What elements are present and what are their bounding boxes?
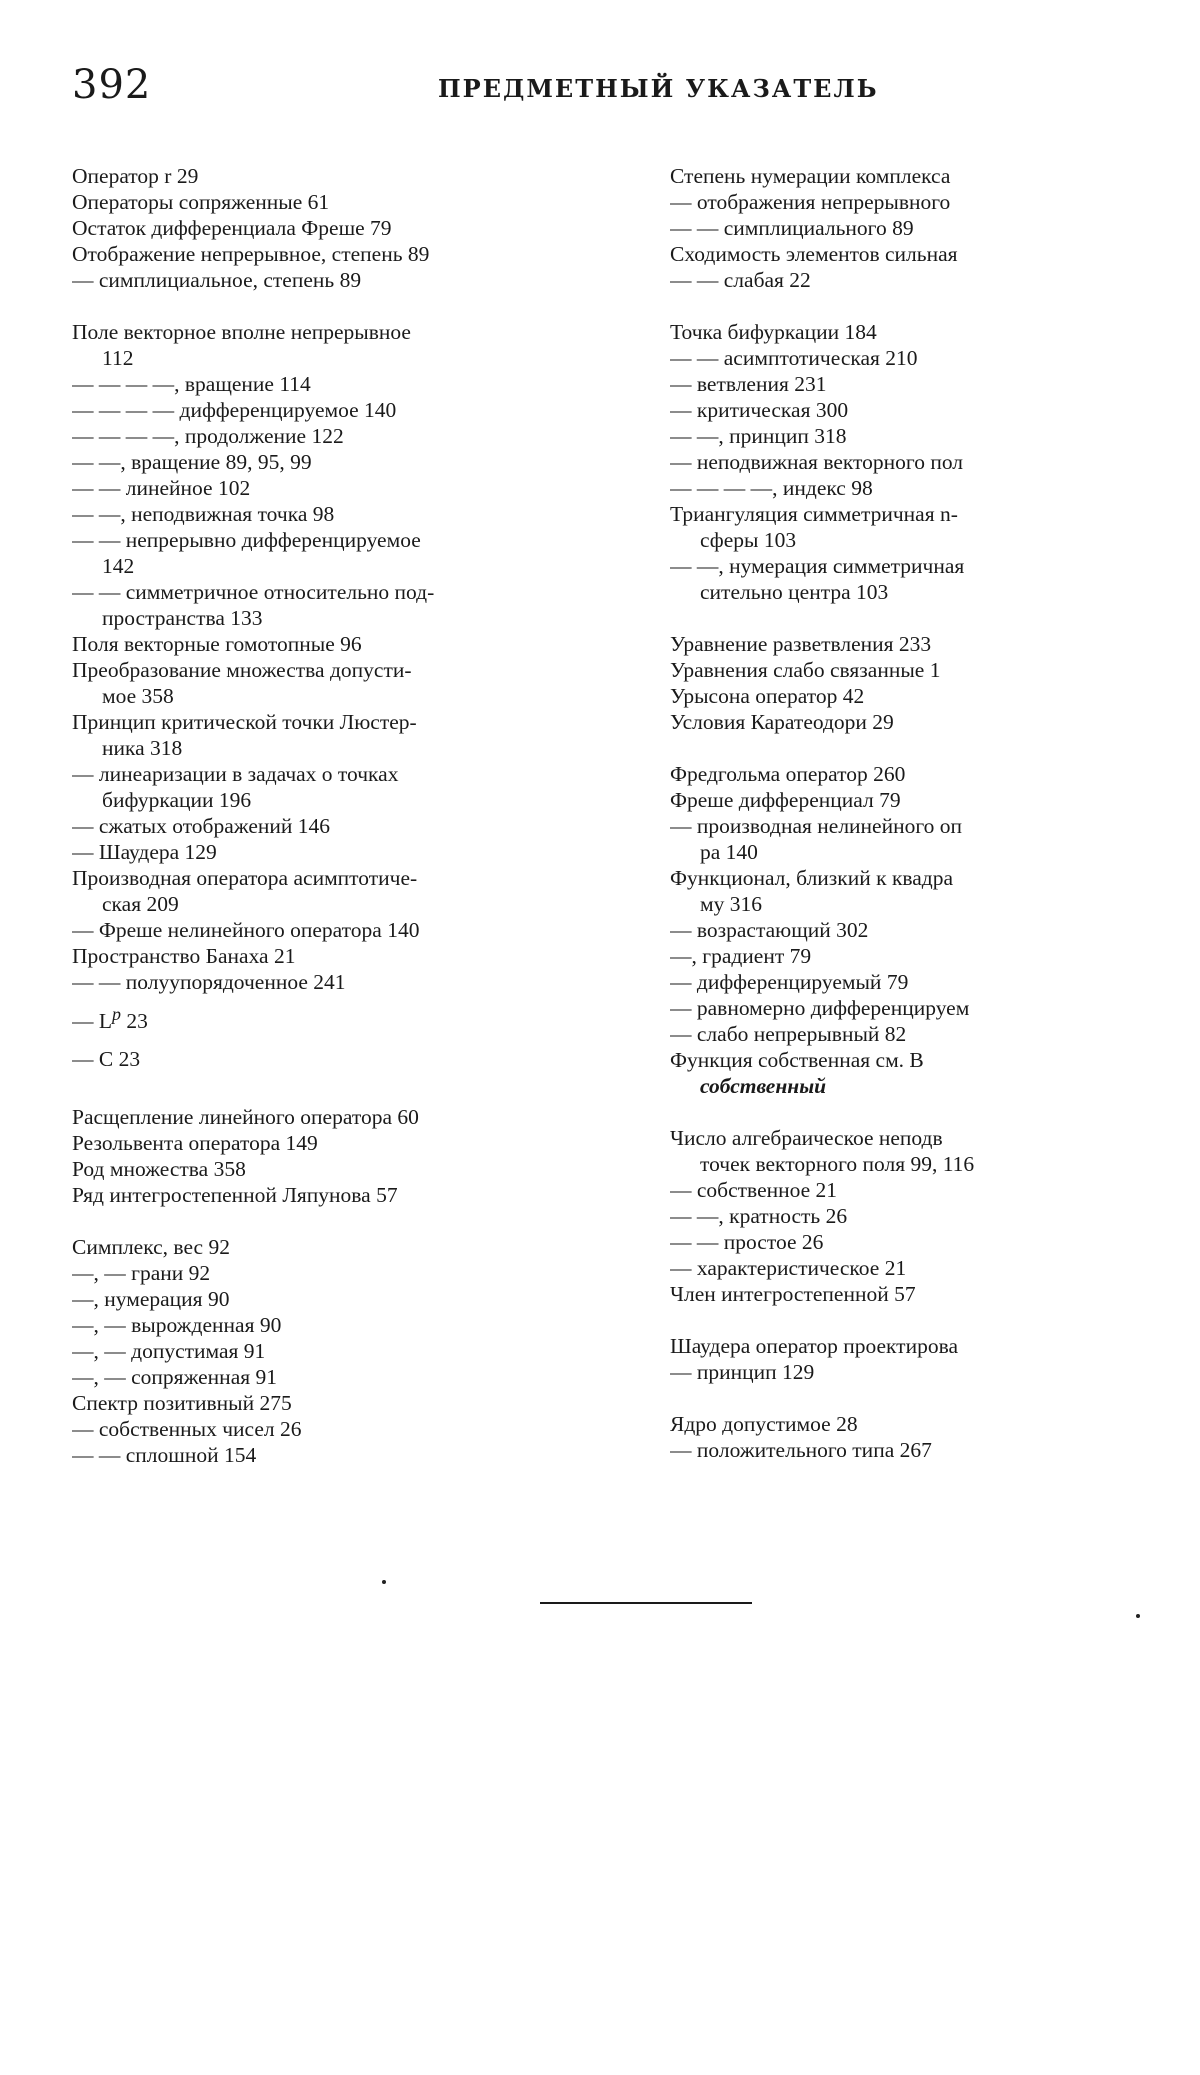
index-entry [72, 1416, 632, 1442]
index-entry-text: Производная оператора асимптотиче- [72, 866, 418, 890]
index-entry [72, 449, 632, 475]
index-entry [670, 995, 1190, 1021]
index-entry-text: точек векторного поля 99, 116 [700, 1152, 975, 1176]
index-entry-text: сферы 103 [700, 528, 797, 552]
index-entry-continuation [72, 891, 632, 917]
index-entry [72, 501, 632, 527]
index-entry [72, 319, 632, 345]
index-entry-text: 142 [102, 554, 135, 578]
index-entry [72, 1364, 632, 1390]
index-entry-text: Фредгольма оператор 260 [670, 762, 906, 786]
index-entry-continuation [670, 1151, 1190, 1177]
index-entry [670, 657, 1190, 683]
index-entry [72, 943, 632, 969]
page-number: 392 [72, 62, 152, 108]
index-entry-text: — — полуупорядоченное 241 [72, 970, 346, 994]
index-entry [72, 761, 632, 787]
index-entry-text: — ветвления 231 [670, 372, 827, 396]
index-entry-text: Член интегростепенной 57 [670, 1282, 916, 1306]
index-entry-continuation [72, 787, 632, 813]
index-entry [670, 501, 1190, 527]
index-group [670, 163, 1190, 293]
index-entry-text: Оператор r 29 [72, 164, 199, 188]
index-entry-text: —, нумерация 90 [72, 1287, 230, 1312]
index-entry [670, 1021, 1190, 1047]
index-entry [670, 917, 1190, 943]
index-entry-text: Поле векторное вполне непрерывное [72, 320, 411, 344]
index-entry-text: ра 140 [700, 840, 758, 864]
index-entry-text: му 316 [700, 892, 762, 916]
index-entry-text: — — — —, индекс 98 [670, 476, 873, 500]
index-entry-text: — —, нумерация симметричная [670, 554, 965, 578]
index-entry-text: — — асимптотическая 210 [670, 346, 918, 370]
index-entry [670, 1411, 1190, 1437]
index-entry [72, 839, 632, 865]
index-entry-text: Остаток дифференциала Фреше 79 [72, 216, 392, 240]
index-entry [670, 813, 1190, 839]
index-entry-text: мое 358 [102, 684, 174, 708]
index-entry [670, 371, 1190, 397]
index-entry [670, 1047, 1190, 1073]
index-entry [670, 761, 1190, 787]
index-entry-text: — — — —, продолжение 122 [72, 424, 344, 448]
index-entry [72, 995, 632, 1040]
index-entry [670, 1333, 1190, 1359]
index-entry-text: — —, неподвижная точка 98 [72, 502, 335, 526]
index-entry-text: Расщепление линейного оператора 60 [72, 1105, 419, 1130]
index-entry-text: — L [72, 1009, 113, 1034]
index-entry-text: Фреше дифференциал 79 [670, 788, 901, 812]
index-entry-text: —, — грани 92 [72, 1261, 211, 1286]
index-column-left [72, 163, 632, 1494]
index-entry [72, 371, 632, 397]
index-entry [72, 1040, 632, 1078]
index-entry-text: Ядро допустимое 28 [670, 1412, 858, 1436]
index-entry [72, 527, 632, 553]
index-entry-text: — характеристическое 21 [670, 1256, 907, 1280]
index-column-right [670, 163, 1190, 1489]
index-entry [72, 423, 632, 449]
index-entry [72, 631, 632, 657]
index-entry [670, 1437, 1190, 1463]
index-entry-text: — C 23 [72, 1047, 141, 1072]
index-entry [72, 1182, 632, 1208]
index-entry-text: —, — вырожденная 90 [72, 1313, 282, 1338]
index-entry-continuation [72, 345, 632, 371]
index-entry-text: — отображения непрерывного [670, 190, 951, 214]
index-entry-text: — критическая 300 [670, 398, 849, 422]
index-entry-continuation [72, 683, 632, 709]
index-entry [670, 1255, 1190, 1281]
index-entry-text: Число алгебраическое неподв [670, 1126, 943, 1150]
index-entry [670, 1229, 1190, 1255]
index-entry-text: Сходимость элементов сильная [670, 242, 958, 266]
index-entry-text: — Фреше нелинейного оператора 140 [72, 918, 420, 942]
index-group [72, 163, 632, 293]
index-group [72, 319, 632, 1078]
index-entry-continuation [670, 527, 1190, 553]
index-entry-text: Ряд интегростепенной Ляпунова 57 [72, 1183, 398, 1208]
index-entry [72, 1286, 632, 1312]
index-entry-text: — — простое 26 [670, 1230, 824, 1254]
index-entry [670, 475, 1190, 501]
index-entry-text: — — симплициального 89 [670, 216, 914, 240]
index-entry [72, 1156, 632, 1182]
index-entry-text: 112 [102, 346, 134, 370]
index-entry-text: — неподвижная векторного пол [670, 450, 964, 474]
index-entry-superscript: p [112, 1004, 121, 1024]
index-entry [670, 709, 1190, 735]
index-entry-continuation [670, 891, 1190, 917]
index-entry-text: Уравнения слабо связанные 1 [670, 658, 941, 682]
index-entry-text: Преобразование множества допусти- [72, 658, 412, 682]
index-group [670, 1411, 1190, 1463]
index-entry-text: — —, кратность 26 [670, 1204, 848, 1228]
index-entry-text: ника 318 [102, 736, 183, 760]
index-entry-text: —, — допустимая 91 [72, 1339, 266, 1364]
index-entry-page: 23 [120, 1009, 148, 1034]
index-entry-text: — — непрерывно дифференцируемое [72, 528, 421, 552]
index-entry [72, 163, 632, 189]
index-entry [72, 241, 632, 267]
index-entry-text: Шаудера оператор проектирова [670, 1334, 958, 1358]
index-entry [670, 319, 1190, 345]
index-entry-text: Род множества 358 [72, 1157, 246, 1182]
index-entry [72, 475, 632, 501]
index-entry-text: — —, принцип 318 [670, 424, 847, 448]
index-entry [72, 397, 632, 423]
index-entry [72, 1130, 632, 1156]
index-entry-text: — — линейное 102 [72, 476, 251, 500]
index-entry [670, 683, 1190, 709]
index-entry [72, 189, 632, 215]
index-entry-text: — — слабая 22 [670, 268, 811, 292]
index-entry [72, 1104, 632, 1130]
index-entry-continuation [670, 579, 1190, 605]
index-entry-text: Условия Каратеодори 29 [670, 710, 894, 734]
index-group [72, 1234, 632, 1468]
index-entry-text: ская 209 [102, 892, 179, 916]
index-entry [670, 631, 1190, 657]
index-entry [670, 787, 1190, 813]
index-entry-text: Пространство Банаха 21 [72, 944, 296, 968]
index-entry-text: — слабо непрерывный 82 [670, 1022, 907, 1046]
index-entry-text: —, — сопряженная 91 [72, 1365, 277, 1390]
index-entry-text: — равномерно дифференцируем [670, 996, 970, 1020]
index-entry [670, 865, 1190, 891]
index-entry-text: — положительного типа 267 [670, 1438, 932, 1462]
index-entry-text: Спектр позитивный 275 [72, 1391, 292, 1416]
index-entry [72, 813, 632, 839]
index-entry [72, 267, 632, 293]
index-entry-text: Уравнение разветвления 233 [670, 632, 932, 656]
index-entry [72, 1390, 632, 1416]
index-entry-text: Поля векторные гомотопные 96 [72, 632, 362, 656]
index-entry-text: Операторы сопряженные 61 [72, 190, 330, 214]
index-entry-text: Функция собственная см. В [670, 1048, 924, 1072]
index-entry-text: — собственных чисел 26 [72, 1417, 302, 1442]
index-entry [670, 1125, 1190, 1151]
index-entry-text: — принцип 129 [670, 1360, 815, 1384]
index-entry [72, 709, 632, 735]
index-entry [670, 1177, 1190, 1203]
index-entry-text: Отображение непрерывное, степень 89 [72, 242, 430, 266]
index-entry-text: собственный [700, 1074, 827, 1098]
index-entry [72, 1260, 632, 1286]
index-entry-text: — возрастающий 302 [670, 918, 869, 942]
index-entry-text: Симплекс, вес 92 [72, 1235, 230, 1260]
index-entry [72, 1338, 632, 1364]
print-speck [1136, 1614, 1140, 1618]
index-entry [670, 345, 1190, 371]
index-entry [72, 917, 632, 943]
index-group [670, 1333, 1190, 1385]
index-entry-continuation [72, 605, 632, 631]
index-entry [670, 189, 1190, 215]
index-entry [670, 163, 1190, 189]
index-entry-text: пространства 133 [102, 606, 263, 630]
index-entry [670, 1359, 1190, 1385]
index-entry-text: — линеаризации в задачах о точках [72, 762, 399, 786]
index-entry-continuation [670, 1073, 1190, 1099]
index-entry-text: — собственное 21 [670, 1178, 838, 1202]
index-entry-continuation [72, 735, 632, 761]
index-entry-continuation [670, 839, 1190, 865]
index-entry-text: — симплициальное, степень 89 [72, 268, 362, 292]
index-entry [72, 969, 632, 995]
index-entry [670, 215, 1190, 241]
index-entry [72, 1234, 632, 1260]
index-entry-text: Принцип критической точки Люстер- [72, 710, 417, 734]
index-entry [670, 449, 1190, 475]
index-entry-text: — — — —, вращение 114 [72, 372, 311, 396]
index-entry [670, 241, 1190, 267]
index-entry [72, 865, 632, 891]
index-entry-text: Функционал, близкий к квадра [670, 866, 954, 890]
end-rule [540, 1602, 752, 1604]
index-entry [72, 579, 632, 605]
index-entry-text: сительно центра 103 [700, 580, 889, 604]
index-entry [670, 267, 1190, 293]
index-group [670, 319, 1190, 605]
index-group [670, 1125, 1190, 1307]
index-entry-text: — — симметричное относительно под- [72, 580, 435, 604]
page-title: ПРЕДМЕТНЫЙ УКАЗАТЕЛЬ [438, 74, 879, 103]
index-entry-text: — —, вращение 89, 95, 99 [72, 450, 312, 474]
index-entry-text: — производная нелинейного оп [670, 814, 963, 838]
print-speck [382, 1580, 386, 1584]
index-entry [72, 1442, 632, 1468]
index-entry [670, 553, 1190, 579]
index-entry [670, 943, 1190, 969]
index-entry-text: Точка бифуркации 184 [670, 320, 877, 344]
index-group [72, 1104, 632, 1208]
index-entry-text: — — сплошной 154 [72, 1443, 257, 1468]
index-entry [670, 423, 1190, 449]
index-entry-text: Степень нумерации комплекса [670, 164, 951, 188]
index-entry-text: Урысона оператор 42 [670, 684, 865, 708]
index-entry-text: Триангуляция симметричная n- [670, 502, 958, 526]
index-entry-text: — Шаудера 129 [72, 840, 217, 864]
index-entry-continuation [72, 553, 632, 579]
index-entry-text: — сжатых отображений 146 [72, 814, 331, 838]
index-entry-text: Резольвента оператора 149 [72, 1131, 318, 1156]
index-entry [670, 1281, 1190, 1307]
index-entry [72, 657, 632, 683]
index-entry [670, 969, 1190, 995]
index-entry-text: —, градиент 79 [670, 944, 812, 968]
index-entry-text: бифуркации 196 [102, 788, 252, 812]
index-group [670, 761, 1190, 1099]
index-entry-text: — — — — дифференцируемое 140 [72, 398, 397, 422]
index-entry-text: — дифференцируемый 79 [670, 970, 909, 994]
index-entry [670, 1203, 1190, 1229]
index-entry [72, 1312, 632, 1338]
index-entry [670, 397, 1190, 423]
index-group [670, 631, 1190, 735]
index-entry [72, 215, 632, 241]
